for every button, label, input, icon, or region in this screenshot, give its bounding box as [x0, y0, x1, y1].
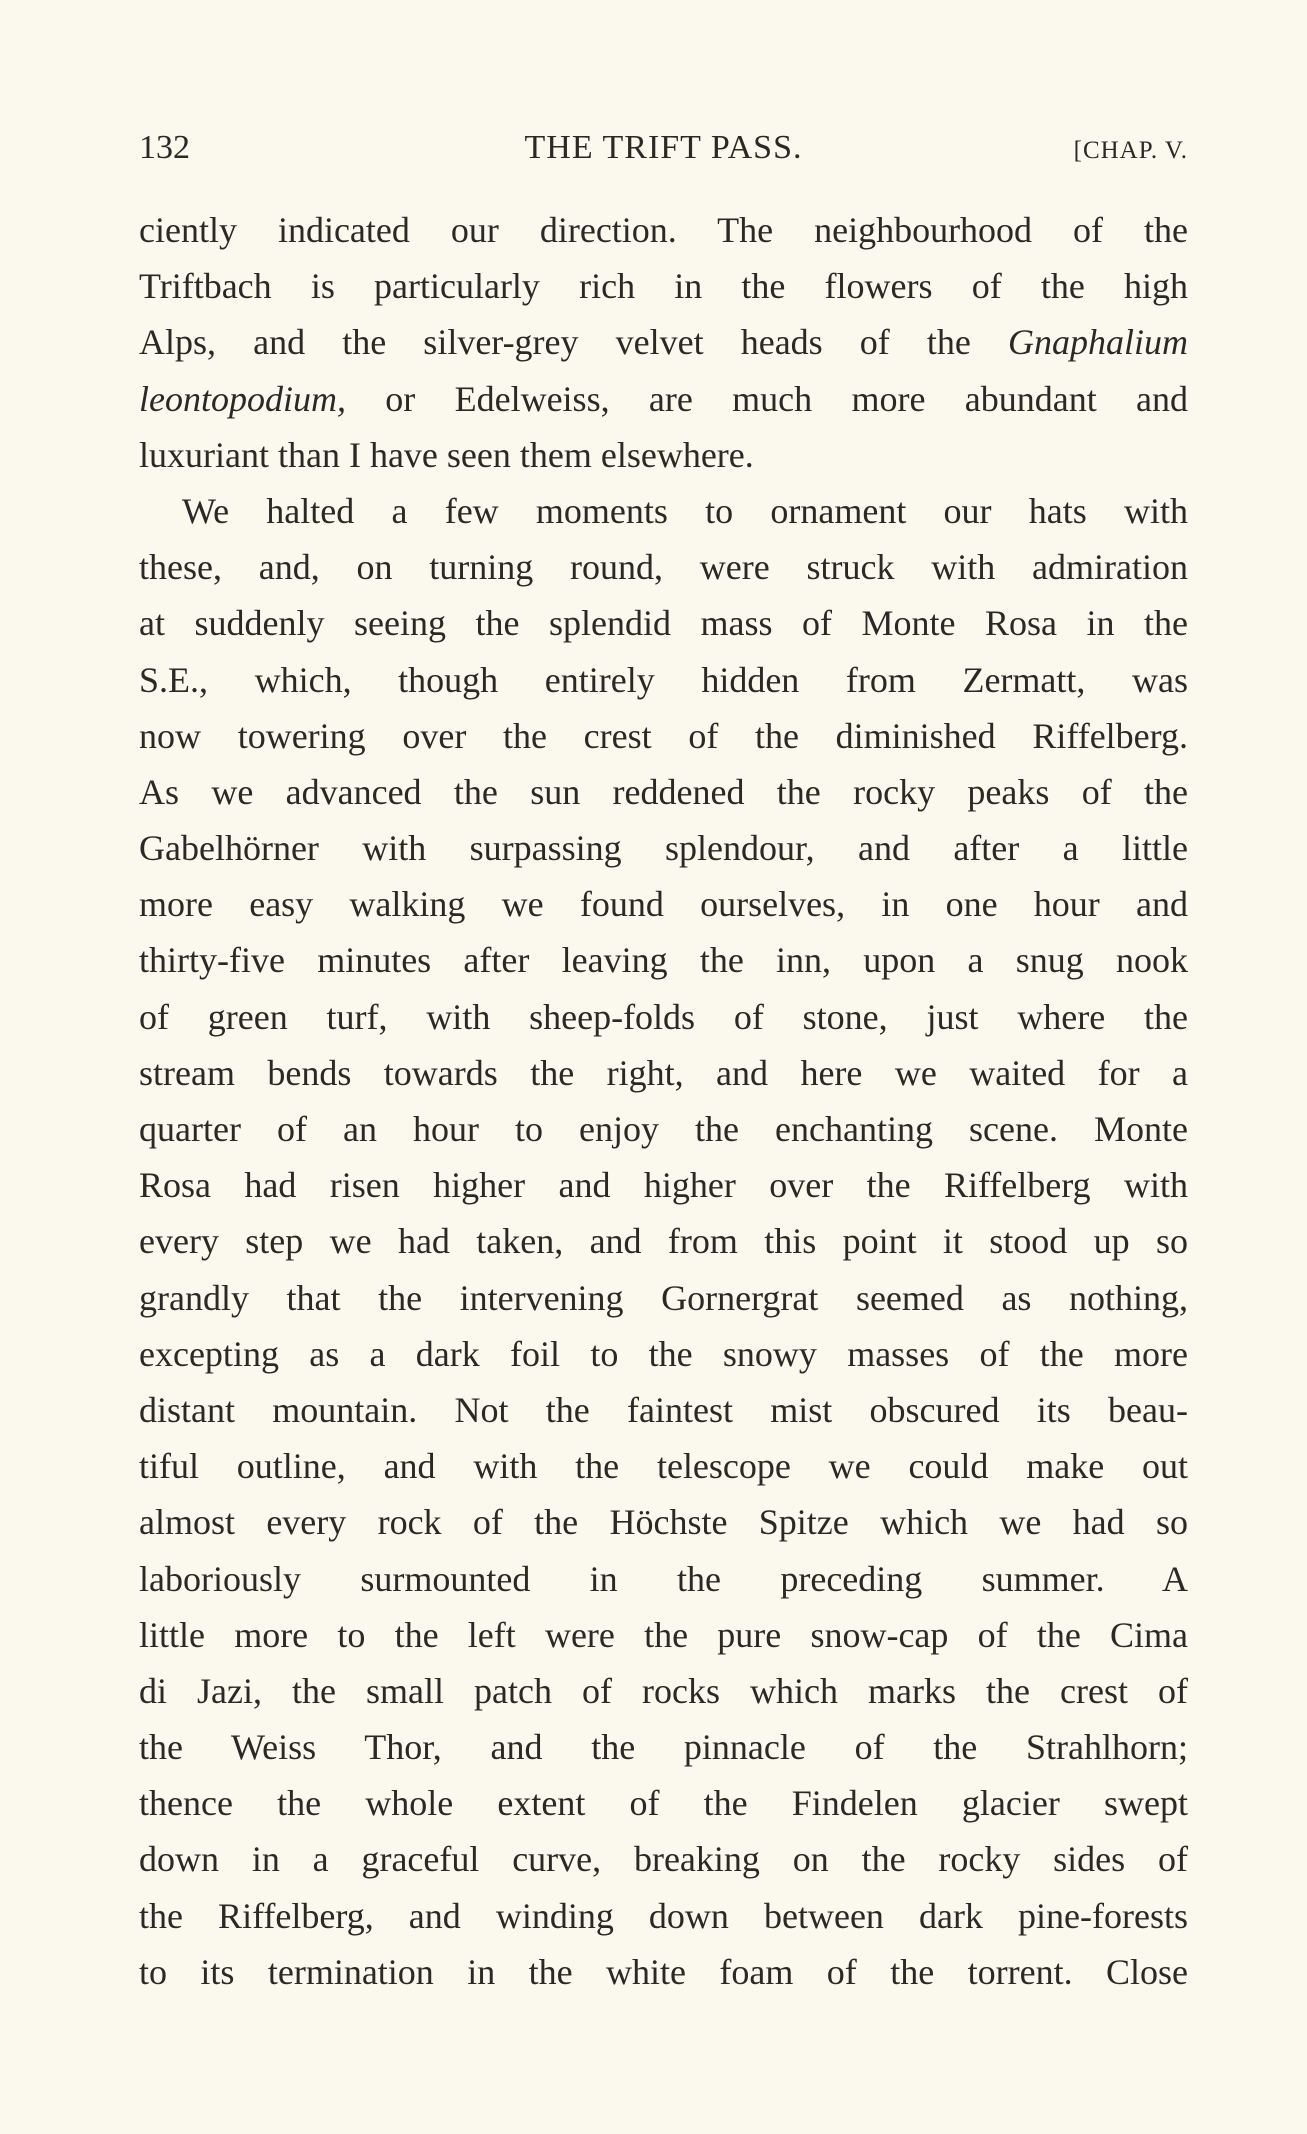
text-line: tiful outline, and with the telescope we could make out	[139, 1446, 1188, 1487]
text-line: the Weiss Thor, and the pinnacle of the Strahlhorn;	[139, 1727, 1188, 1768]
text-line: more easy walking we found ourselves, in one hour and	[139, 884, 1188, 925]
text-line	[139, 314, 1188, 370]
text-line: laboriously surmounted in the preceding summer. A	[139, 1558, 1188, 1599]
text-line: thence the whole extent of the Findelen glacier swept	[139, 1783, 1188, 1824]
text-line: grandly that the intervening Gornergrat seemed as nothing,	[139, 1277, 1188, 1318]
text-line: now towering over the crest of the diminished Riffelberg.	[139, 715, 1188, 756]
text-line: distant mountain. Not the faintest mist obscured its beau-	[139, 1389, 1188, 1430]
text-line: Gabelhörner with surpassing splendour, and after a little	[139, 828, 1188, 869]
text-line: thirty-five minutes after leaving the inn, upon a snug nook	[139, 940, 1188, 981]
text-line: stream bends towards the right, and here we waited for a	[139, 1052, 1188, 1093]
text-line: every step we had taken, and from this point it stood up so	[139, 1221, 1188, 1262]
text-line	[139, 371, 1188, 427]
italic-term-gnaphalium: Gnaphalium	[1008, 322, 1188, 363]
text-line: quarter of an hour to enjoy the enchanting scene. Monte	[139, 1109, 1188, 1149]
text-line: di Jazi, the small patch of rocks which marks the crest of	[139, 1670, 1188, 1711]
text-line: excepting as a dark foil to the snowy masses of the more	[139, 1333, 1188, 1374]
paragraph-start-line: We halted a few moments to ornament our hats with	[182, 490, 1188, 531]
text-segment: or Edelweiss, are much more abundant and	[345, 378, 1188, 419]
chapter-reference: [CHAP. V.	[1073, 137, 1188, 164]
text-line: at suddenly seeing the splendid mass of Monte Rosa in the	[139, 603, 1188, 644]
running-title: THE TRIFT PASS.	[524, 129, 803, 166]
text-line: Triftbach is particularly rich in the flowers of the high	[139, 266, 1188, 307]
page-header	[139, 128, 1188, 168]
page-number: 132	[139, 129, 190, 166]
text-line: down in a graceful curve, breaking on the rocky sides of	[139, 1839, 1188, 1880]
text-line: little more to the left were the pure snow-cap of the Cima	[139, 1614, 1188, 1655]
text-line: these, and, on turning round, were struck with admiration	[139, 547, 1188, 588]
italic-term-leontopodium: leontopodium,	[139, 378, 346, 419]
text-line: the Riffelberg, and winding down between dark pine-forests	[139, 1895, 1188, 1936]
body-text	[139, 202, 1188, 2000]
text-line: luxuriant than I have seen them elsewhere.	[139, 434, 754, 475]
text-line: almost every rock of the Höchste Spitze which we had so	[139, 1502, 1188, 1543]
text-line: S.E., which, though entirely hidden from Zermatt, was	[139, 659, 1188, 700]
text-line: to its termination in the white foam of the torrent. Close	[139, 1951, 1188, 1992]
text-line: of green turf, with sheep-folds of stone, just where the	[139, 996, 1188, 1037]
text-line: Rosa had risen higher and higher over the Riffelberg with	[139, 1165, 1188, 1206]
text-line: ciently indicated our direction. The neighbourhood of the	[139, 210, 1188, 250]
text-segment: Alps, and the silver-grey velvet heads of the	[139, 322, 1008, 363]
text-line: As we advanced the sun reddened the rocky peaks of the	[139, 771, 1188, 812]
